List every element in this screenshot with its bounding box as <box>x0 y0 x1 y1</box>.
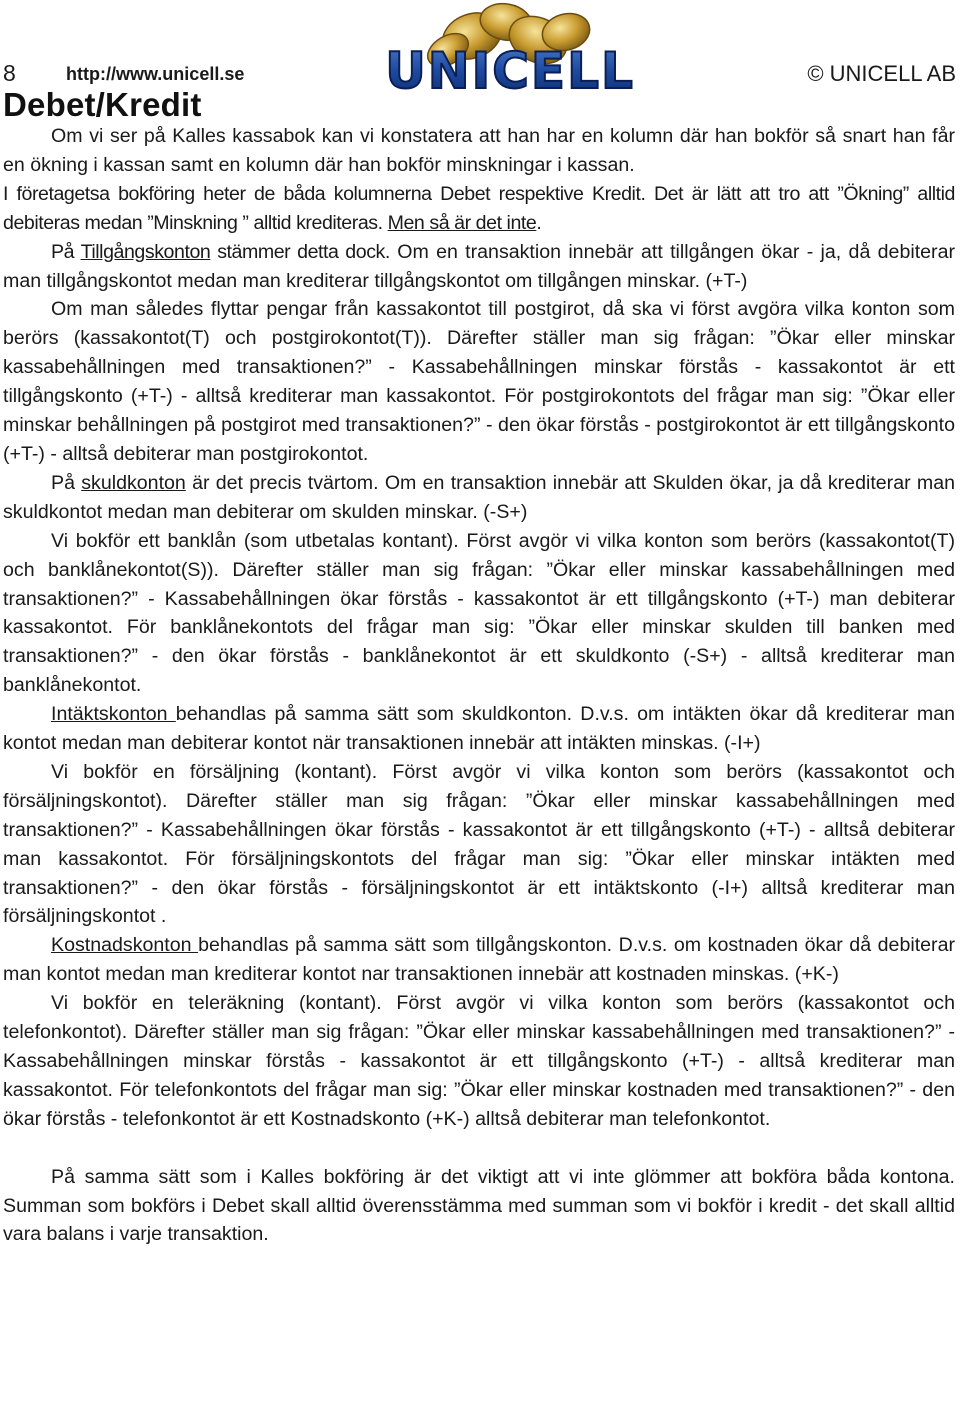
paragraph-conclusion: På samma sätt som i Kalles bokföring är det viktigt att vi inte glömmer att bokföra båda kontona. Summan som bokförs i Debet skall alltid överensstämma med summan som vi bokför i kredit - det skall alltid vara balans i varje transaktion. <box>3 1165 955 1246</box>
page-number: 8 <box>3 60 16 86</box>
paragraph-example-postgiro: Om man således flyttar pengar från kassakontot till postgirot, då ska vi först avgöra vilka konton som berörs (kassakontot(T) och postgirokontot(T)). Därefter ställer man sig frågan: ”Ökar eller minskar kassabehållningen med transaktionen?” - Kassabehållningen minskar förstås - kassakontot är ett tillgångskonto (+T-) - alltså krediterar man kassakontot. För postgirokontots del frågar man sig: ”Ökar eller minskar behållningen på postgirot med transaktionen?” - den ökar förstås - postgirokontot är ett tillgångskonto (+T-) - alltså debiterar man postgirokontot. <box>3 298 955 465</box>
text-span: behandlas på samma sätt som tillgångskonton. D.v.s. om kostnaden ökar då debiterar man kontot medan man krediterar kontot nar transaktionen innebär att kostnaden minskas. (+K-) <box>3 934 955 986</box>
paragraph-example-telerakning: Vi bokför en teleräkning (kontant). Först avgör vi vilka konton som berörs (kassakontot och telefonkontot). Därefter ställer man sig frågan: ”Ökar eller minskar kassabehållningen med transaktionen?” - Kassabehållningen minskar förstås - kassakontot är ett tillgångskonto (+T-) - alltså krediterar man kassakontot. För telefonkontots del frågar man sig: ”Ökar eller minskar kostnaden med transaktionen?” - den ökar förstås - telefonkontot är ett Kostnadskonto (+K-) alltså debiterar man telefonkontot. <box>3 992 955 1130</box>
text-span: Om en transaktion innebär att tillgången ökar - ja, då debiterar man tillgångskontot medan man krediterar tillgångskontot om tillgången minskar. (+T-) <box>3 240 955 292</box>
paragraph-intro: Om vi ser på Kalles kassabok kan vi konstatera att han har en kolumn där han bokför så snart han får en ökning i kassan samt en kolumn där han bokför minskningar i kassan. <box>3 125 955 176</box>
term-kostnadskonton: Kostnadskonton <box>51 934 199 957</box>
paragraph-intaktskonton <box>3 700 955 758</box>
unicell-logo <box>376 2 644 102</box>
text-span: På <box>51 240 81 263</box>
paragraph-kostnadskonton <box>3 931 955 989</box>
text-span: stämmer detta dock. <box>210 240 390 263</box>
paragraph-skuldkonton <box>3 469 955 527</box>
term-skuldkonton: skuldkonton <box>81 471 186 494</box>
term-tillgangskonton: Tillgångskonton <box>80 240 211 263</box>
svg-text:UNICELL: UNICELL <box>385 42 635 100</box>
page-title: Debet/Kredit <box>3 86 202 123</box>
paragraph-debet-kredit <box>3 180 955 238</box>
term-intaktskonton: Intäktskonton <box>51 703 176 726</box>
site-url-link[interactable]: http://www.unicell.se <box>66 64 245 84</box>
paragraph-spacer <box>3 1134 955 1163</box>
paragraph-tillgangskonton <box>3 238 955 296</box>
text-span: är det precis tvärtom. Om en transaktion innebär att Skulden ökar, ja då krediterar man skuldkontot medan man debiterar om skulden minskar. (-S+) <box>3 471 955 523</box>
paragraph-example-forsaljning: Vi bokför en försäljning (kontant). Först avgör vi vilka konton som berörs (kassakontot och försäljningskontot). Därefter ställer man sig frågan: ”Ökar eller minskar kassabehållningen med transaktionen?” - Kassabehållningen ökar förstås - kassakontot är ett tillgångskonto (+T-) - alltså debiterar man kassakontot. För försäljningskontots del frågar man sig: ”Ökar eller minskar intäkten med transaktionen?” - den ökar förstås - försäljningskontot är ett intäktskonto (-I+) alltså krediterar man försäljningskontot . <box>3 760 955 928</box>
text-span: behandlas på samma sätt som skuldkonton. D.v.s. om intäkten ökar då krediterar man kontot medan man debiterar kontot när transaktionen innebär att intäkten minskas. (-I+) <box>3 703 955 755</box>
text-span: På <box>51 471 82 494</box>
paragraph-example-banklan: Vi bokför ett banklån (som utbetalas kontant). Först avgör vi vilka konton som berörs (kassakontot(T) och banklånekontot(S)). Därefter ställer man sig frågan: ”Ökar eller minskar kassabehållningen med transaktionen?” - Kassabehållningen ökar förstås - kassakontot är ett tillgångskonto (+T-) man debiterar kassakontot. För banklånekontots del frågar man sig: ”Ökar eller minskar skulden till banken med transaktionen?” - den ökar förstås - banklånekontot är ett skuldkonto (-S+) - alltså krediterar man banklånekontot. <box>3 529 955 697</box>
text-span: . <box>536 211 542 234</box>
text-span: I företagetsa bokföring heter de båda kolumnerna Debet respektive Kredit. Det är lätt att tro att ”Ökning” alltid debiteras medan ”Minskning ” alltid krediteras. <box>3 182 955 234</box>
text-span-underlined: Men så är det inte <box>387 211 537 234</box>
page-header <box>0 0 960 100</box>
article-body <box>3 122 955 1249</box>
copyright-notice: © UNICELL AB <box>807 61 956 86</box>
